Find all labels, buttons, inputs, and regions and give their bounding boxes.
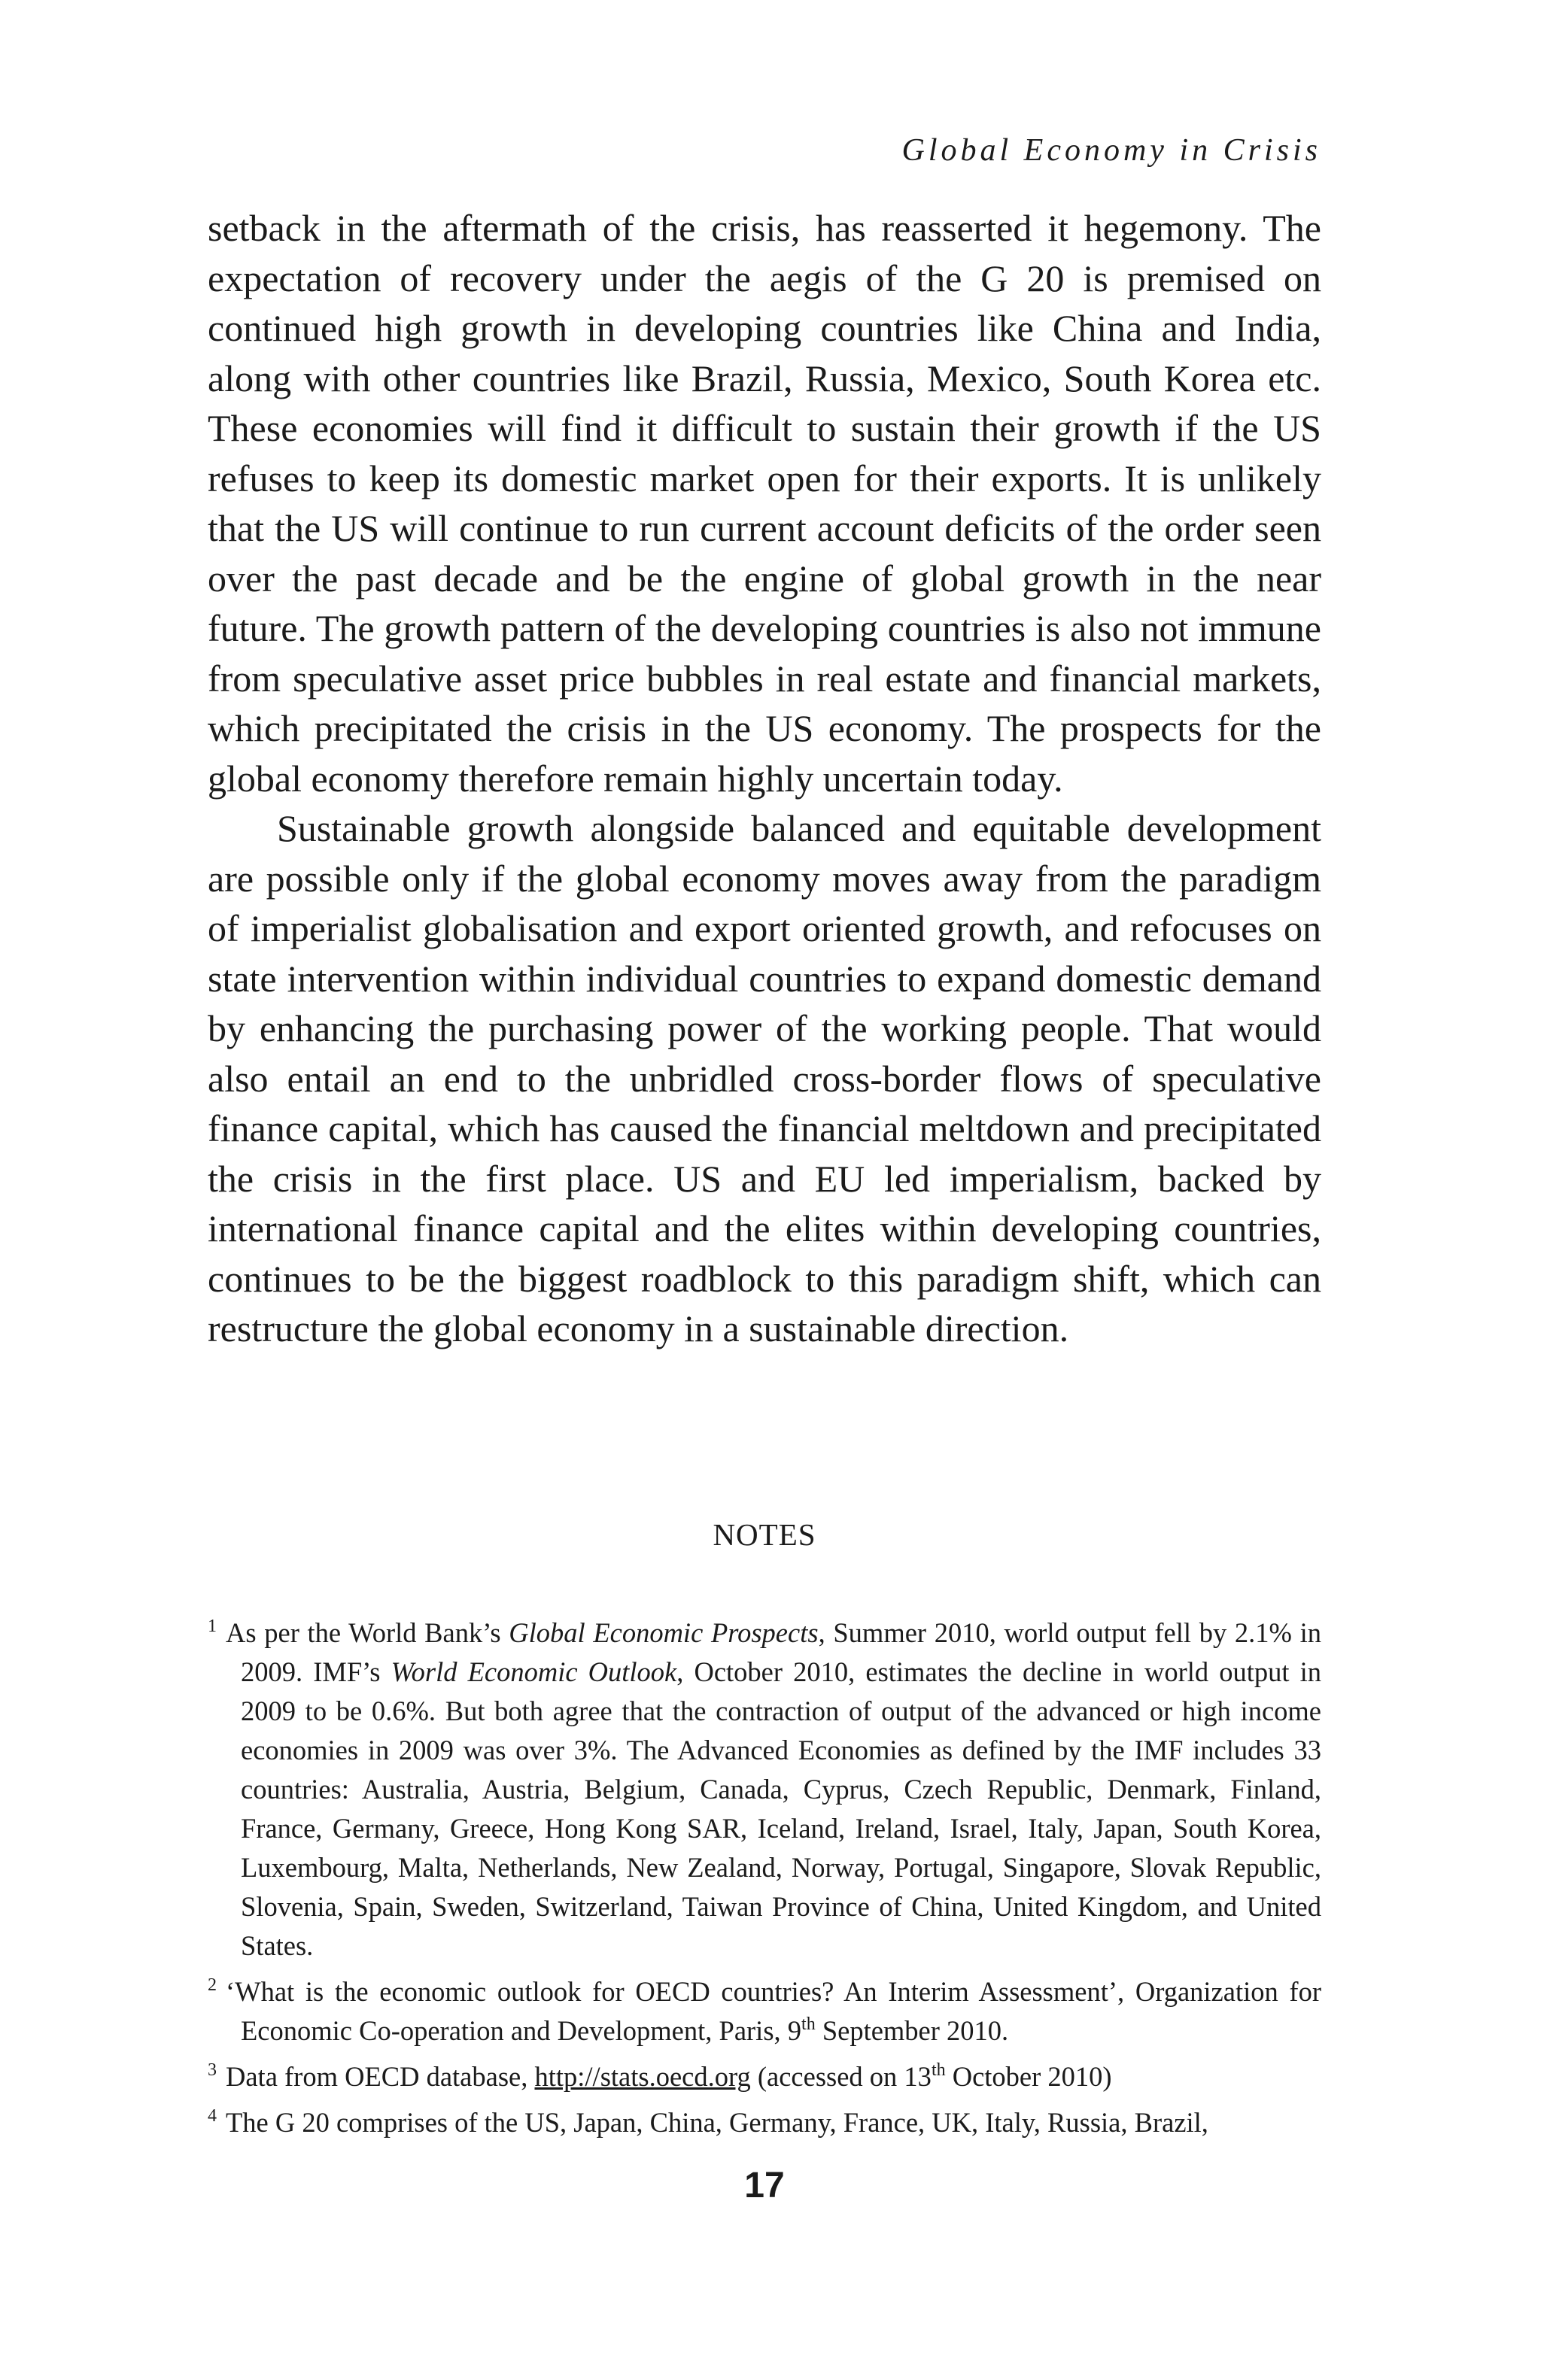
- paragraph: Sustainable growth alongside balanced and equitable development are possible only if the global economy moves away from the paradigm of imperialist globalisation and export oriented growth, and refocuses on state intervention within individual countries to expand domestic demand by enhancing the purchasing power of the working people. That would also entail an end to the unbridled cross-border flows of speculative finance capital, which has caused the financial meltdown and precipitated the crisis in the first place. US and EU led imperialism, backed by international finance capital and the elites within developing countries, continues to be the biggest roadblock to this paradigm shift, which can restructure the global economy in a sustainable direction.: [208, 807, 1321, 1349]
- publication-title: Global Economic Prospects: [509, 1617, 819, 1648]
- footnote-text: , Summer 2010, world output fell by 2.1% in 2009. IMF’s: [241, 1617, 1321, 1687]
- footnote-number: 1: [208, 1617, 217, 1636]
- footnote-text: September 2010.: [815, 2015, 1009, 2046]
- footnote: [208, 2096, 1321, 2142]
- source-link[interactable]: http://stats.oecd.org: [534, 2061, 751, 2092]
- footnote-text: October 2010): [945, 2061, 1112, 2092]
- footnote-number: 4: [208, 2106, 217, 2126]
- footnote: [208, 1607, 1321, 1966]
- footnote-text: The G 20 comprises of the US, Japan, China, Germany, France, UK, Italy, Russia, Brazil,: [226, 2107, 1208, 2138]
- footnote-text: (accessed on 13: [750, 2061, 932, 2092]
- body-text: [208, 203, 1321, 1354]
- notes-heading: NOTES: [713, 1517, 816, 1552]
- running-head: Global Economy in Crisis: [901, 133, 1321, 168]
- footnote-number: 2: [208, 1975, 217, 1995]
- footnote: [208, 1966, 1321, 2051]
- paragraph: setback in the aftermath of the crisis, has reasserted it hegemony. The expectation of recovery under the aegis of the G 20 is premised on continued high growth in developing countries like China and India, along with other countries like Brazil, Russia, Mexico, South Korea etc. These economies will find it difficult to sustain their growth if the US refuses to keep its domestic market open for their exports. It is unlikely that the US will continue to run current account deficits of the order seen over the past decade and be the engine of global growth in the near future. The growth pattern of the developing countries is also not immune from speculative asset price bubbles in real estate and financial markets, which precipitated the crisis in the US economy. The prospects for the global economy therefore remain highly uncertain today.: [208, 207, 1321, 800]
- footnote-text: ‘What is the economic outlook for OECD countries? An Interim Assessment’, Organization for Economic Co-operation and Development, Paris, 9: [226, 1976, 1321, 2046]
- notes-list: [208, 1607, 1321, 2142]
- footnote: [208, 2051, 1321, 2096]
- footnote-text: As per the World Bank’s: [226, 1617, 509, 1648]
- footnote-text: Data from OECD database,: [226, 2061, 535, 2092]
- page-number: 17: [744, 2166, 785, 2205]
- ordinal-suffix: th: [931, 2060, 946, 2080]
- ordinal-suffix: th: [801, 2014, 816, 2034]
- footnote-number: 3: [208, 2060, 217, 2080]
- footnote-text: , October 2010, estimates the decline in world output in 2009 to be 0.6%. But both agree that the contraction of output of the advanced or high income economies in 2009 was over 3%. The Advanced Economies as defined by the IMF includes 33 countries: Australia, Austria, Belgium, Canada, Cyprus, Czech Republic, Denmark, Finland, France, Germany, Greece, Hong Kong SAR, Iceland, Ireland, Israel, Italy, Japan, South Korea, Luxembourg, Malta, Netherlands, New Zealand, Norway, Portugal, Singapore, Slovak Republic, Slovenia, Spain, Sweden, Switzerland, Taiwan Province of China, United Kingdom, and United States.: [241, 1656, 1322, 1961]
- publication-title: World Economic Outlook: [391, 1656, 677, 1687]
